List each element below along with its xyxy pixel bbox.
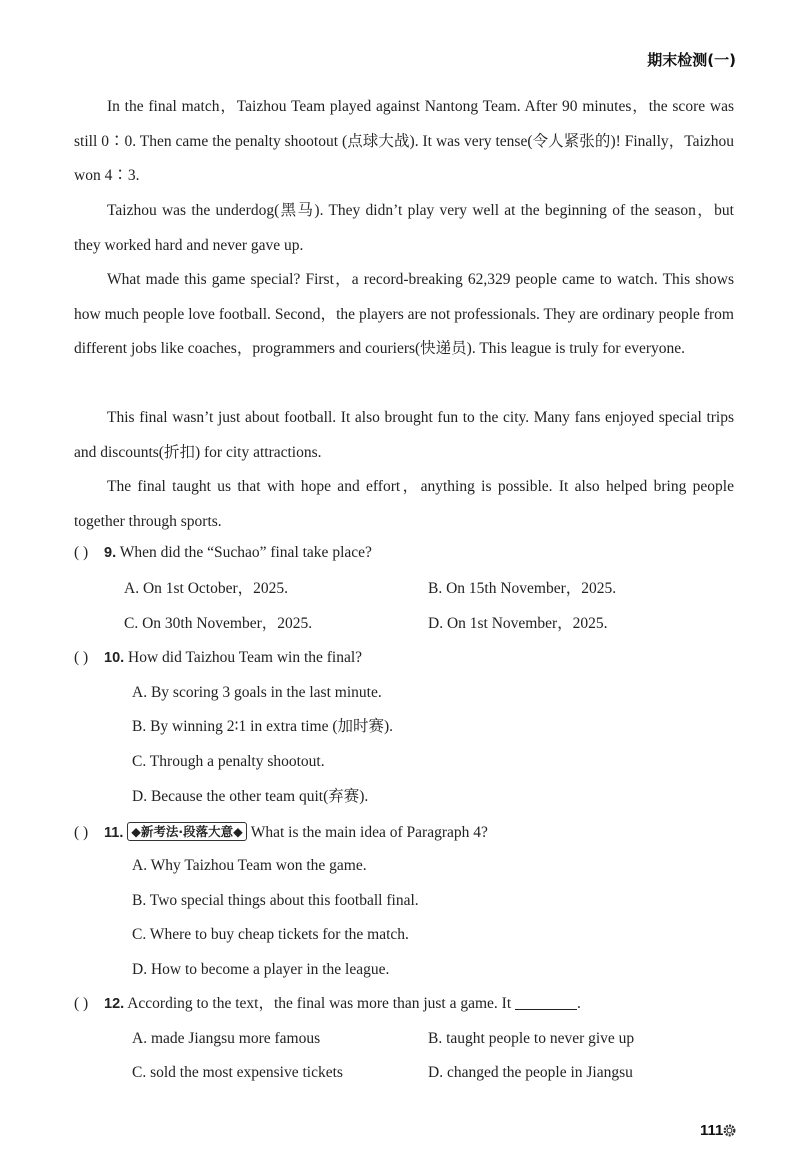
option-c: C. sold the most expensive tickets (132, 1064, 343, 1081)
option-a: A. By scoring 3 goals in the last minute. (132, 684, 382, 701)
option-a: A. On 1st October，2025. (124, 580, 289, 597)
option-b: B. By winning 2∶1 in extra time (加时赛). (132, 718, 394, 735)
answer-blank[interactable]: ( ) (74, 824, 89, 841)
option-d: D. Because the other team quit(弃赛). (132, 788, 369, 805)
answer-blank[interactable]: ( ) (74, 544, 89, 561)
question-number: 9. (104, 545, 117, 561)
new-method-tag: ◆新考法·段落大意◆ (127, 822, 246, 841)
answer-blank[interactable]: ( ) (74, 995, 89, 1012)
question-11 (74, 822, 744, 843)
question-text: What is the main idea of Paragraph 4? (250, 824, 488, 841)
question-number: 11. (104, 825, 124, 841)
question-number: 10. (104, 650, 125, 666)
option-c: C. On 30th November，2025. (124, 615, 313, 632)
option-b: B. Two special things about this football final. (132, 892, 419, 909)
passage-paragraph: What made this game special? First，a record-breaking 62,329 people came to watch. This shows how much people love football. Second，the players are not professionals. They are ordinary people from different jobs like coaches，programmers and couriers(快递员). This league is truly for everyone. (74, 271, 734, 357)
question-10 (74, 648, 744, 668)
question-text: According to the text，the final was more than just a game. It (127, 995, 512, 1012)
passage-paragraph: This final wasn’t just about football. It also brought fun to the city. Many fans enjoyed special trips and discounts(折扣) for city attractions. (74, 409, 734, 461)
question-text-end: . (577, 995, 581, 1012)
option-c: C. Where to buy cheap tickets for the match. (132, 926, 409, 943)
fill-in-blank[interactable] (515, 995, 577, 1010)
question-12 (74, 994, 744, 1014)
option-b: B. On 15th November，2025. (428, 580, 617, 597)
gear-icon (723, 1124, 736, 1137)
page-header-title: 期末检测(一) (647, 51, 736, 69)
option-b: B. taught people to never give up (428, 1030, 635, 1047)
question-number: 12. (104, 996, 125, 1012)
option-a: A. Why Taizhou Team won the game. (132, 857, 367, 874)
passage-paragraph: The final taught us that with hope and effort，anything is possible. It also helped bring people together through sports. (74, 478, 734, 530)
option-d: D. changed the people in Jiangsu (428, 1064, 633, 1081)
page-number: 111 (700, 1122, 724, 1139)
question-text: When did the “Suchao” final take place? (119, 544, 372, 561)
option-d: D. On 1st November，2025. (428, 615, 608, 632)
question-9 (74, 543, 744, 563)
option-c: C. Through a penalty shootout. (132, 753, 325, 770)
option-d: D. How to become a player in the league. (132, 961, 390, 978)
answer-blank[interactable]: ( ) (74, 649, 89, 666)
passage-paragraph: In the final match，Taizhou Team played against Nantong Team. After 90 minutes，the score was still 0∶0. Then came the penalty shootout (点球大战). It was very tense(令人紧张的)! Finally，Taizhou won 4∶3. (74, 98, 734, 184)
question-text: How did Taizhou Team win the final? (128, 649, 363, 666)
passage-paragraph: Taizhou was the underdog(黑马). They didn’t play very well at the beginning of the season，but they worked hard and never gave up. (74, 202, 734, 254)
option-a: A. made Jiangsu more famous (132, 1030, 321, 1047)
